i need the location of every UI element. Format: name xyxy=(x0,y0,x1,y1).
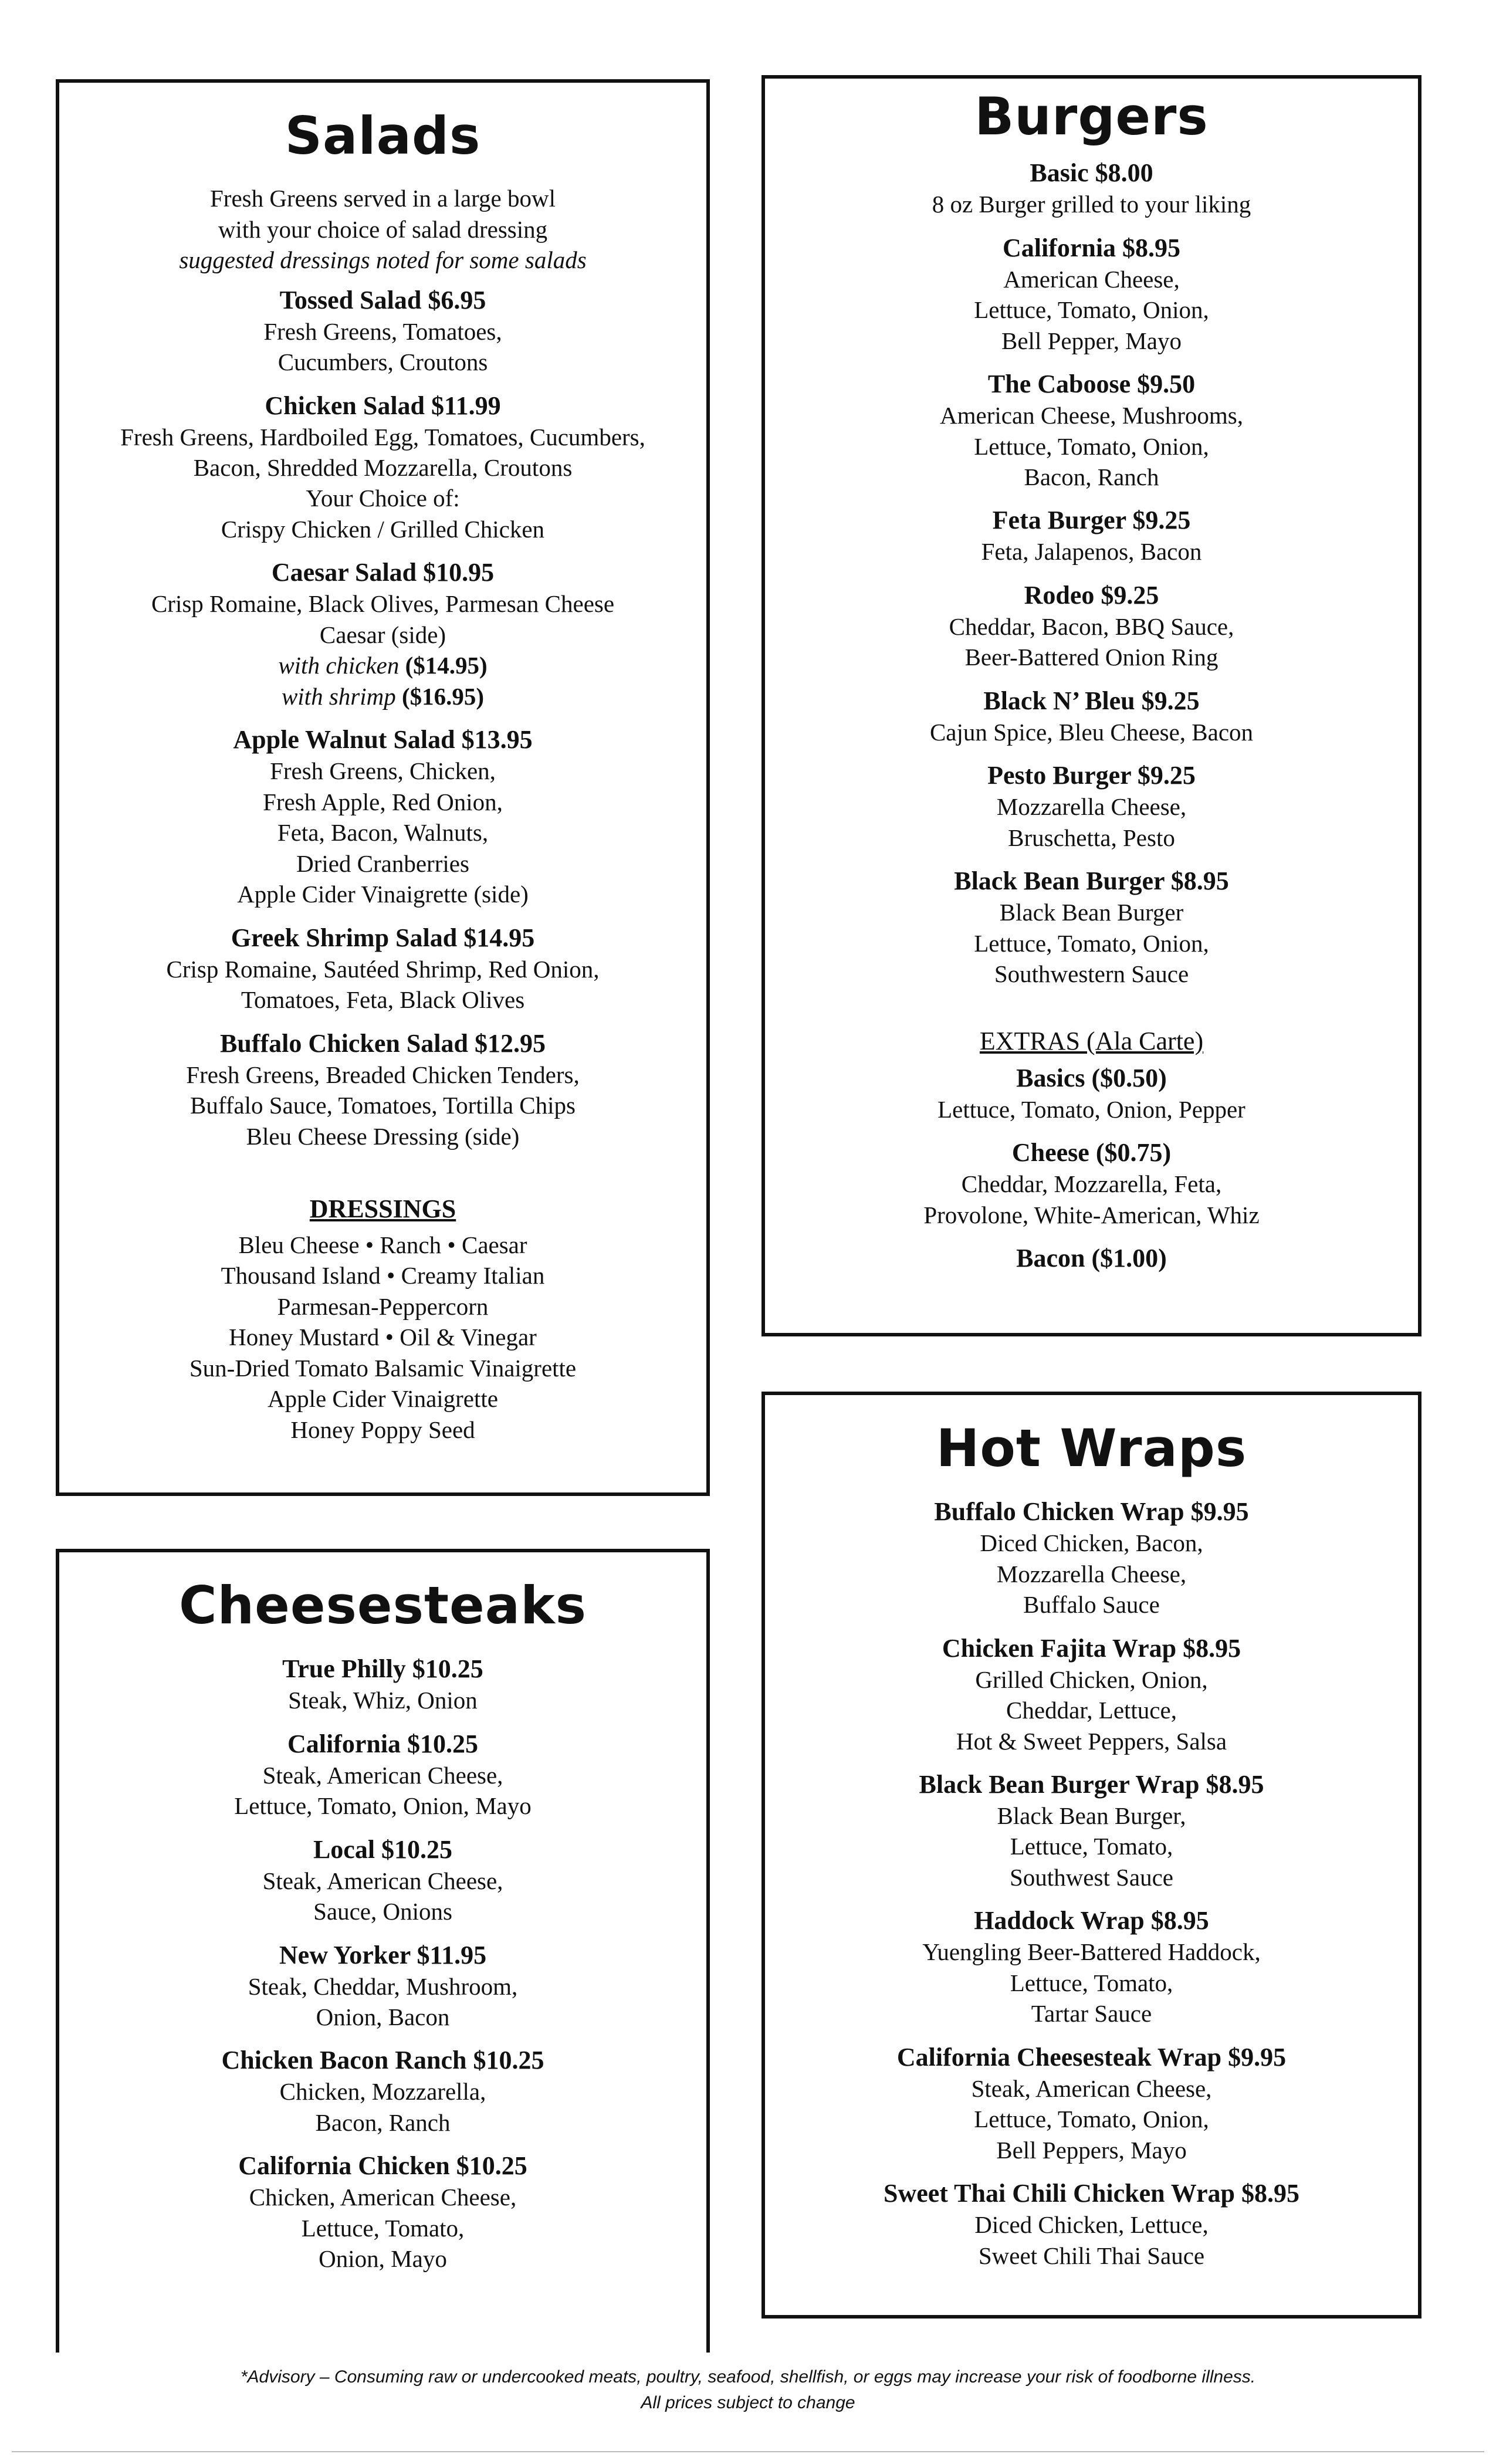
menu-item-title: California Cheesesteak Wrap $9.95 xyxy=(896,2042,1287,2072)
menu-item-title: Buffalo Chicken Wrap $9.95 xyxy=(934,1497,1249,1527)
menu-item-description: Cheddar, Bacon, BBQ Sauce, xyxy=(949,612,1234,640)
menu-item-description: Bruschetta, Pesto xyxy=(1008,824,1175,851)
prices-note: All prices subject to change xyxy=(641,2392,855,2412)
menu-item-title: Local $10.25 xyxy=(313,1835,453,1864)
menu-item-description: Steak, American Cheese, xyxy=(262,1761,503,1789)
menu-item-description: Cucumbers, Croutons xyxy=(277,348,488,376)
menu-item-description: Your Choice of: xyxy=(306,485,460,512)
menu-item xyxy=(765,1904,1418,2029)
menu-item xyxy=(765,2041,1418,2165)
menu-item-title: Black Bean Burger $8.95 xyxy=(954,867,1229,896)
menu-item xyxy=(765,1242,1418,1274)
menu-item-title: Chicken Bacon Ranch $10.25 xyxy=(221,2046,544,2075)
menu-item-description: Southwest Sauce xyxy=(1010,1863,1173,1891)
burgers-title: Burgers xyxy=(974,86,1209,147)
menu-item-title: Sweet Thai Chili Chicken Wrap $8.95 xyxy=(883,2179,1299,2208)
dressing-line: Parmesan-Peppercorn xyxy=(277,1292,489,1320)
dressing-line: Apple Cider Vinaigrette xyxy=(267,1385,498,1413)
cheesesteaks-item-list xyxy=(59,1653,706,2275)
menu-item xyxy=(765,865,1418,989)
menu-item-description: Lettuce, Tomato, xyxy=(1010,1969,1173,1996)
menu-item xyxy=(765,2177,1418,2271)
menu-item-description: Southwestern Sauce xyxy=(994,960,1189,988)
menu-item-description: Lettuce, Tomato, Onion, xyxy=(974,296,1209,324)
menu-item-title: Black Bean Burger Wrap $8.95 xyxy=(919,1770,1264,1799)
menu-item-description: Fresh Apple, Red Onion, xyxy=(263,788,503,815)
menu-item-title: New Yorker $11.95 xyxy=(279,1940,487,1969)
menu-item-description: Sauce, Onions xyxy=(313,1898,452,1925)
burgers-item-list xyxy=(765,157,1418,990)
menu-item-description: Mozzarella Cheese, xyxy=(996,793,1187,821)
menu-item xyxy=(765,685,1418,747)
menu-item-description: Caesar (side) xyxy=(319,621,446,648)
menu-item xyxy=(765,1495,1418,1620)
menu-item-description: Cajun Spice, Bleu Cheese, Bacon xyxy=(929,718,1254,746)
menu-item-description: Lettuce, Tomato, Onion, xyxy=(974,432,1209,460)
menu-item xyxy=(59,556,706,712)
menu-item xyxy=(59,723,706,909)
menu-item-description: Feta, Bacon, Walnuts, xyxy=(277,819,489,847)
menu-item-description: American Cheese, Mushrooms, xyxy=(940,402,1243,429)
menu-item-description: Onion, Mayo xyxy=(319,2245,447,2273)
menu-item xyxy=(59,922,706,1016)
menu-item-description: Cheddar, Mozzarella, Feta, xyxy=(961,1170,1222,1198)
menu-item-title: True Philly $10.25 xyxy=(282,1654,483,1684)
menu-item-title: Tossed Salad $6.95 xyxy=(279,285,486,314)
menu-item-description: Mozzarella Cheese, xyxy=(996,1560,1187,1588)
salads-item-list xyxy=(59,284,706,1152)
hot-wraps-item-list xyxy=(765,1495,1418,2271)
menu-item-description: Dried Cranberries xyxy=(296,849,469,877)
menu-item-option xyxy=(59,681,706,712)
menu-item xyxy=(59,1939,706,2033)
menu-item-description: Lettuce, Tomato, xyxy=(301,2214,465,2242)
menu-item-title: Bacon ($1.00) xyxy=(1016,1244,1167,1273)
menu-item xyxy=(765,579,1418,673)
dressing-line: Sun-Dried Tomato Balsamic Vinaigrette xyxy=(189,1354,577,1382)
menu-item-description: Bell Pepper, Mayo xyxy=(1001,327,1182,354)
menu-item-description: Diced Chicken, Bacon, xyxy=(980,1529,1203,1557)
option-price: ($16.95) xyxy=(401,682,485,710)
menu-item xyxy=(765,368,1418,492)
menu-item-title: Chicken Salad $11.99 xyxy=(265,391,501,420)
menu-item-title: Basic $8.00 xyxy=(1030,158,1153,188)
menu-item-description: Buffalo Sauce, Tomatoes, Tortilla Chips xyxy=(189,1092,576,1119)
menu-item xyxy=(765,1768,1418,1893)
dressing-line: Thousand Island • Creamy Italian xyxy=(221,1262,545,1289)
menu-item xyxy=(765,1136,1418,1230)
menu-item-description: Steak, Cheddar, Mushroom, xyxy=(248,1972,518,2000)
menu-item xyxy=(765,1062,1418,1125)
menu-item xyxy=(59,2150,706,2274)
cheesesteaks-title: Cheesesteaks xyxy=(178,1575,587,1636)
menu-item-description: Sweet Chili Thai Sauce xyxy=(978,2242,1205,2269)
menu-item-description: Bacon, Ranch xyxy=(1024,463,1159,490)
menu-item-description: Apple Cider Vinaigrette (side) xyxy=(237,881,529,908)
menu-item-title: Feta Burger $9.25 xyxy=(992,506,1191,535)
menu-item-description: Cheddar, Lettuce, xyxy=(1006,1697,1177,1724)
menu-item-description: Hot & Sweet Peppers, Salsa xyxy=(956,1727,1227,1755)
menu-item-description: Lettuce, Tomato, Onion, xyxy=(974,929,1209,957)
menu-item-description: Steak, American Cheese, xyxy=(971,2074,1212,2102)
menu-item-title: Caesar Salad $10.95 xyxy=(271,558,495,587)
menu-item-title: Greek Shrimp Salad $14.95 xyxy=(231,923,535,952)
menu-item-title: Apple Walnut Salad $13.95 xyxy=(233,725,533,754)
menu-item xyxy=(59,1728,706,1822)
menu-item-description: Fresh Greens, Hardboiled Egg, Tomatoes, Cucumbers, xyxy=(120,423,645,451)
menu-item-description: Tartar Sauce xyxy=(1031,2000,1152,2028)
menu-item xyxy=(765,157,1418,219)
menu-item-title: The Caboose $9.50 xyxy=(987,370,1196,399)
option-label: with chicken xyxy=(278,652,400,679)
menu-item-description: Grilled Chicken, Onion, xyxy=(975,1666,1208,1693)
menu-item xyxy=(59,390,706,545)
menu-item-description: Black Bean Burger xyxy=(999,899,1184,926)
menu-item-description: Steak, Whiz, Onion xyxy=(288,1687,478,1714)
menu-item-title: California $8.95 xyxy=(1002,233,1181,262)
menu-item-description: Chicken, American Cheese, xyxy=(249,2184,517,2211)
menu-item-description: Fresh Greens, Tomatoes, xyxy=(263,317,502,345)
menu-item-title: Cheese ($0.75) xyxy=(1011,1138,1172,1167)
menu-item-description: Bacon, Shredded Mozzarella, Croutons xyxy=(193,454,573,481)
menu-item-description: Lettuce, Tomato, Onion, Mayo xyxy=(234,1792,532,1820)
menu-item xyxy=(765,759,1418,853)
hot-wraps-title: Hot Wraps xyxy=(936,1418,1247,1478)
menu-item-description: Buffalo Sauce xyxy=(1023,1591,1160,1619)
page-bottom-rule xyxy=(12,2451,1484,2452)
footer xyxy=(0,2364,1496,2415)
menu-item-title: Rodeo $9.25 xyxy=(1024,580,1159,610)
menu-item-description: Black Bean Burger, xyxy=(997,1802,1186,1829)
menu-item xyxy=(59,1833,706,1927)
menu-item xyxy=(765,1632,1418,1756)
salads-section xyxy=(56,79,710,1496)
menu-item-title: California Chicken $10.25 xyxy=(238,2151,527,2181)
salads-intro-line: Fresh Greens served in a large bowl xyxy=(209,185,556,212)
menu-item-description: Provolone, White-American, Whiz xyxy=(923,1201,1260,1228)
menu-item xyxy=(59,1653,706,1715)
menu-item xyxy=(59,1027,706,1152)
extras-list xyxy=(765,1062,1418,1274)
dressings-title: DRESSINGS xyxy=(309,1194,456,1223)
menu-item-description: Fresh Greens, Chicken, xyxy=(270,757,496,785)
menu-item-description: Bell Peppers, Mayo xyxy=(996,2136,1187,2164)
menu-item-description: Crisp Romaine, Black Olives, Parmesan Cheese xyxy=(151,590,615,618)
hot-wraps-section xyxy=(761,1392,1421,2319)
dressing-line: Bleu Cheese • Ranch • Caesar xyxy=(238,1231,527,1258)
menu-item-description: Lettuce, Tomato, Onion, Pepper xyxy=(937,1095,1245,1123)
menu-item-description: Bacon, Ranch xyxy=(315,2108,451,2136)
menu-item-title: Pesto Burger $9.25 xyxy=(987,761,1196,790)
advisory-text: *Advisory – Consuming raw or undercooked meats, poultry, seafood, shellfish, or eggs may increase your risk of foodborne illness. xyxy=(240,2367,1256,2387)
menu-item-description: Crisp Romaine, Sautéed Shrimp, Red Onion, xyxy=(166,955,600,983)
menu-item-description: Fresh Greens, Breaded Chicken Tenders, xyxy=(186,1061,580,1088)
menu-item xyxy=(765,504,1418,567)
menu-item xyxy=(765,232,1418,356)
menu-item-description: Diced Chicken, Lettuce, xyxy=(974,2211,1209,2239)
menu-item-option xyxy=(59,650,706,681)
menu-item-title: Haddock Wrap $8.95 xyxy=(974,1906,1209,1935)
menu-item-title: Basics ($0.50) xyxy=(1016,1063,1167,1092)
cheesesteaks-section xyxy=(56,1549,710,2353)
menu-item-description: 8 oz Burger grilled to your liking xyxy=(932,191,1251,218)
menu-item-description: Chicken, Mozzarella, xyxy=(279,2078,486,2106)
menu-item-description: Beer-Battered Onion Ring xyxy=(964,644,1219,671)
menu-item-description: American Cheese, xyxy=(1003,265,1180,293)
menu-item-description: Onion, Bacon xyxy=(316,2003,450,2030)
menu-item-description: Lettuce, Tomato, Onion, xyxy=(974,2106,1209,2133)
menu-item-title: Chicken Fajita Wrap $8.95 xyxy=(942,1633,1241,1663)
menu-item xyxy=(59,284,706,378)
option-price: ($14.95) xyxy=(405,652,488,679)
menu-item-title: Black N’ Bleu $9.25 xyxy=(983,686,1200,715)
menu-item-description: Crispy Chicken / Grilled Chicken xyxy=(221,515,545,543)
menu-item-description: Feta, Jalapenos, Bacon xyxy=(981,538,1202,566)
salads-intro-note: suggested dressings noted for some salads xyxy=(179,246,587,274)
menu-item-description: Lettuce, Tomato, xyxy=(1010,1833,1173,1860)
menu-item xyxy=(59,2044,706,2138)
menu-item-description: Steak, American Cheese, xyxy=(262,1867,503,1894)
dressings-list xyxy=(59,1230,706,1445)
menu-item-description: Tomatoes, Feta, Black Olives xyxy=(241,986,525,1014)
salads-intro-line: with your choice of salad dressing xyxy=(218,215,548,243)
dressing-line: Honey Mustard • Oil & Vinegar xyxy=(229,1324,537,1351)
menu-item-title: Buffalo Chicken Salad $12.95 xyxy=(220,1028,546,1058)
burgers-section xyxy=(761,75,1421,1336)
menu-item-description: Bleu Cheese Dressing (side) xyxy=(246,1122,520,1150)
menu-item-title: California $10.25 xyxy=(287,1729,479,1758)
dressing-line: Honey Poppy Seed xyxy=(290,1416,475,1443)
salads-intro xyxy=(59,183,706,275)
menu-item-description: Yuengling Beer-Battered Haddock, xyxy=(922,1938,1261,1966)
salads-title: Salads xyxy=(285,106,481,166)
extras-title: EXTRAS (Ala Carte) xyxy=(979,1026,1204,1055)
option-label: with shrimp xyxy=(281,682,396,710)
